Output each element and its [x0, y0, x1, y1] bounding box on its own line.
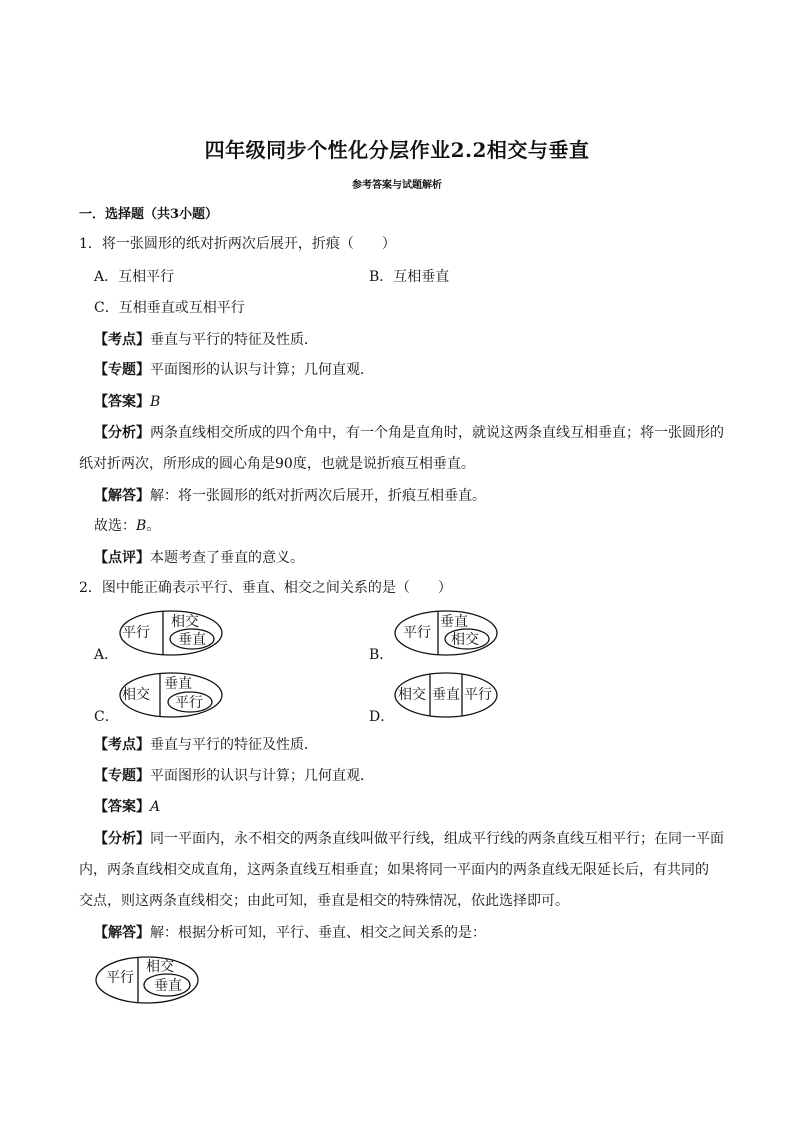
answer-diagram-inner-label: 垂直	[154, 978, 182, 994]
q2-option-b-label: B．	[369, 647, 394, 663]
diagram-b-inner-label: 相交	[451, 632, 479, 648]
q2-fenxi-3: 交点，则这两条直线相交；由此可知，垂直是相交的特殊情况，依此选择即可。	[79, 893, 569, 909]
q2-fenxi-2: 内，两条直线相交成直角，这两条直线互相垂直；如果将同一平面内的两条直线无限延长后，有共同的	[79, 862, 709, 878]
q2-zhuanti	[94, 766, 374, 786]
answer-diagram-top-label: 相交	[146, 959, 174, 975]
q2-answer-diagram	[94, 955, 200, 1005]
q2-zhuanti-text: 平面图形的认识与计算；几何直观．	[150, 768, 374, 784]
tag-kaodian: 【考点】	[94, 332, 150, 348]
q1-option-c: C．互相垂直或互相平行	[94, 300, 245, 316]
q1-jieda-text: 解：将一张圆形的纸对折两次后展开，折痕互相垂直。	[150, 488, 486, 504]
q2-fenxi-text-1: 同一平面内，永不相交的两条直线叫做平行线，组成平行线的两条直线互相平行；在同一平面	[150, 831, 724, 847]
q1-guxuan-answer: B	[136, 518, 147, 534]
q1-dianping-text: 本题考查了垂直的意义。	[150, 550, 304, 566]
diagram-b-top-label: 垂直	[440, 614, 468, 630]
tag-zhuanti: 【专题】	[94, 362, 150, 378]
q1-zhuanti	[94, 360, 374, 380]
q1-fenxi-text-1: 两条直线相交所成的四个角中，有一个角是直角时，就说这两条直线互相垂直；将一张圆形的	[150, 425, 724, 441]
q2-diagram-d	[393, 671, 499, 719]
q2-kaodian-text: 垂直与平行的特征及性质．	[150, 737, 318, 753]
q2-diagram-a	[118, 609, 224, 657]
diagram-d-left-label: 相交	[398, 687, 426, 703]
q1-fenxi-1	[94, 423, 724, 443]
tag-jieda: 【解答】	[94, 925, 150, 941]
q2-jieda-text: 解：根据分析可知，平行、垂直、相交之间关系的是：	[150, 925, 486, 941]
q2-daan	[94, 797, 160, 817]
q1-kaodian	[94, 330, 318, 350]
diagram-a-inner-label: 垂直	[178, 632, 206, 648]
diagram-d-mid-label: 垂直	[432, 687, 460, 703]
tag-zhuanti: 【专题】	[94, 768, 150, 784]
q1-option-a: A．互相平行	[94, 269, 175, 285]
diagram-c-inner-label: 平行	[175, 695, 203, 711]
page-title: 四年级同步个性化分层作业2.2相交与垂直	[204, 138, 590, 162]
q1-answer: B	[150, 394, 161, 410]
tag-jieda: 【解答】	[94, 488, 150, 504]
diagram-c-top-label: 垂直	[164, 676, 192, 692]
q2-stem: 2．图中能正确表示平行、垂直、相交之间关系的是（ ）	[79, 580, 452, 596]
q1-guxuan-label: 故选：	[94, 518, 136, 534]
tag-daan: 【答案】	[94, 394, 150, 410]
q2-fenxi-1	[94, 829, 724, 849]
answer-diagram-outer-label: 平行	[106, 970, 134, 986]
q2-option-a-label: A．	[94, 647, 119, 663]
page-subtitle: 参考答案与试题解析	[352, 180, 442, 191]
q2-kaodian	[94, 735, 318, 755]
tag-dianping: 【点评】	[94, 550, 150, 566]
q2-jieda	[94, 923, 486, 943]
q1-dianping	[94, 548, 304, 568]
q2-option-d-label: D．	[369, 709, 395, 725]
tag-fenxi: 【分析】	[94, 425, 150, 441]
q1-guxuan-end: 。	[146, 518, 161, 534]
tag-kaodian: 【考点】	[94, 737, 150, 753]
diagram-a-top-label: 相交	[171, 614, 199, 630]
section-heading: 一．选择题（共3小题）	[79, 207, 219, 222]
q1-jieda	[94, 486, 486, 506]
q1-stem: 1．将一张圆形的纸对折两次后展开，折痕（ ）	[79, 236, 396, 252]
diagram-b-outer-label: 平行	[403, 625, 431, 641]
q1-guxuan	[94, 516, 160, 536]
q1-fenxi-2: 纸对折两次，所形成的圆心角是90度，也就是说折痕互相垂直。	[79, 456, 475, 472]
tag-daan: 【答案】	[94, 799, 150, 815]
q1-daan	[94, 392, 160, 412]
q2-option-c-label: C．	[94, 709, 119, 725]
diagram-a-outer-label: 平行	[122, 625, 150, 641]
diagram-d-right-label: 平行	[464, 687, 492, 703]
q1-option-b: B．互相垂直	[369, 269, 450, 285]
tag-fenxi: 【分析】	[94, 831, 150, 847]
q2-answer: A	[150, 799, 161, 815]
q1-kaodian-text: 垂直与平行的特征及性质．	[150, 332, 318, 348]
diagram-c-outer-label: 相交	[122, 687, 150, 703]
q2-diagram-c	[118, 671, 224, 719]
q1-zhuanti-text: 平面图形的认识与计算；几何直观．	[150, 362, 374, 378]
q2-diagram-b	[393, 609, 499, 657]
